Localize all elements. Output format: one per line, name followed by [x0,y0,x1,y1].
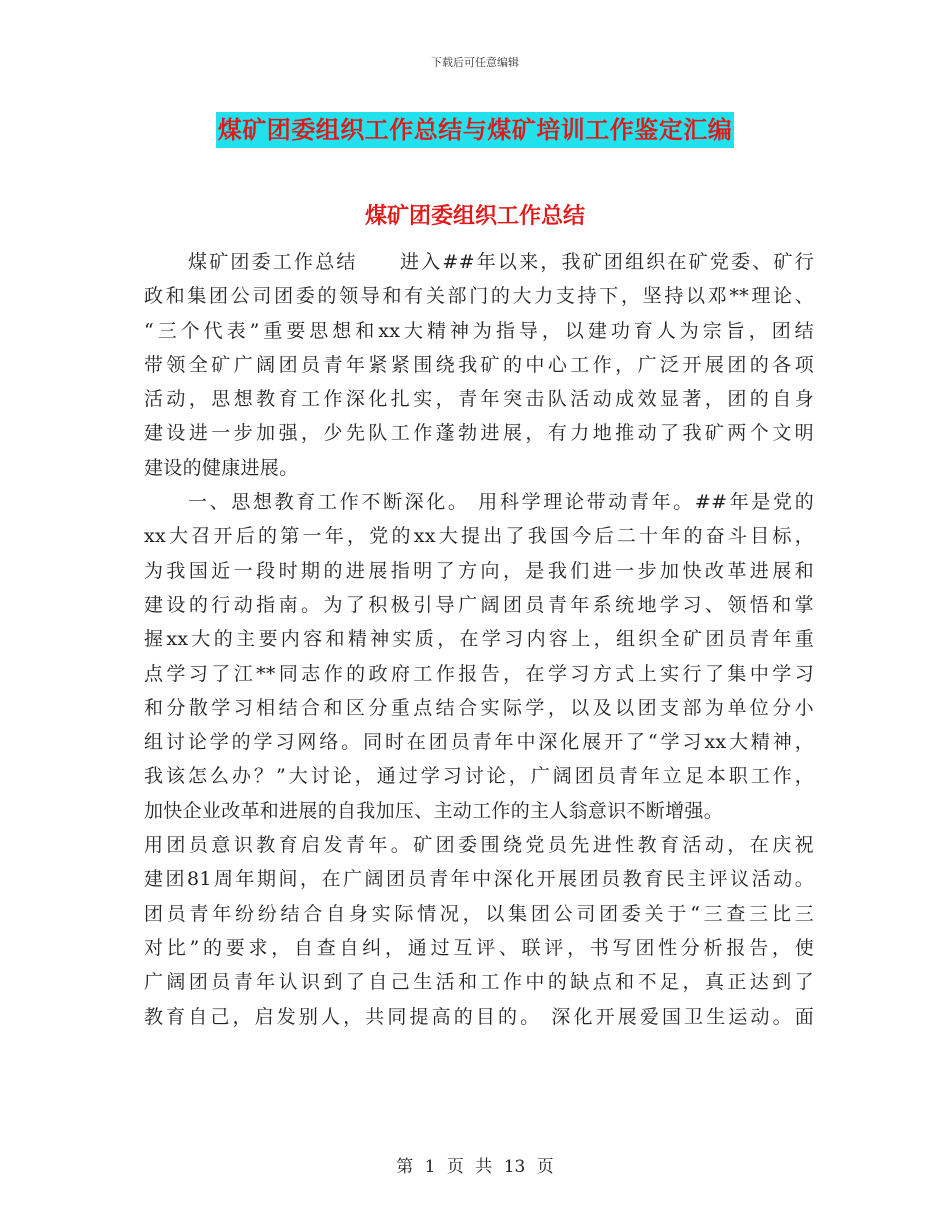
body-line: 点学习了江**同志作的政府工作报告，在学习方式上实行了集中学习 [144,662,814,685]
body-line: 教育自己，启发别人，共同提高的目的。 深化开展爱国卫生运动。面 [144,1005,814,1028]
body-line: 用团员意识教育启发青年。矿团委围绕党员先进性教育活动，在庆祝 [144,834,814,857]
body-line: 组讨论学的学习网络。同时在团员青年中深化展开了“学习xx大精神， [144,731,814,754]
body-line: 为我国近一段时期的进展指明了方向，是我们进一步加快改革进展和 [144,559,814,582]
document-title-wrap [0,112,950,148]
body-line: 加快企业改革和进展的自我加压、主动工作的主人翁意识不断增强。 [144,799,724,822]
body-line: 建设的行动指南。为了积极引导广阔团员青年系统地学习、领悟和掌 [144,593,814,616]
body-line: 建团81周年期间，在广阔团员青年中深化开展团员教育民主评议活动。 [144,868,814,891]
body-line: 活动，思想教育工作深化扎实，青年突击队活动成效显著，团的自身 [144,388,814,411]
body-line: 建设的健康进展。 [144,456,299,479]
body-line: xx大召开后的第一年，党的xx大提出了我国今后二十年的奋斗目标， [144,525,814,548]
body-line: “三个代表”重要思想和xx大精神为指导，以建功育人为宗旨，团结 [144,319,814,342]
body-line: 带领全矿广阔团员青年紧紧围绕我矿的中心工作，广泛开展团的各项 [144,353,814,376]
body-line: 煤矿团委工作总结 进入##年以来，我矿团组织在矿党委、矿行 [188,251,814,273]
document-title: 煤矿团委组织工作总结与煤矿培训工作鉴定汇编 [216,112,735,148]
body-line: 对比”的要求，自查自纠，通过互评、联评，书写团性分析报告，使 [144,936,814,959]
body-line: 我该怎么办？”大讨论，通过学习讨论，广阔团员青年立足本职工作， [144,765,814,788]
body-line: 一、思想教育工作不断深化。 用科学理论带动青年。##年是党的 [188,491,814,514]
body-line: 广阔团员青年认识到了自己生活和工作中的缺点和不足，真正达到了 [144,971,814,994]
body-line: 团员青年纷纷结合自身实际情况，以集团公司团委关于“三查三比三 [144,902,814,925]
body-line: 握xx大的主要内容和精神实质，在学习内容上，组织全矿团员青年重 [144,628,814,651]
body-line: 和分散学习相结合和区分重点结合实际学，以及以团支部为单位分小 [144,696,814,719]
page-number-footer: 第 1 页 共 13 页 [396,1157,554,1177]
section-title: 煤矿团委组织工作总结 [364,203,585,229]
body-text [144,245,814,1034]
body-line: 建设进一步加强，少先队工作蓬勃进展，有力地推动了我矿两个文明 [144,422,814,445]
page-header: 下载后可任意编辑 [431,56,519,69]
body-line: 政和集团公司团委的领导和有关部门的大力支持下，坚持以邓**理论、 [144,285,814,308]
